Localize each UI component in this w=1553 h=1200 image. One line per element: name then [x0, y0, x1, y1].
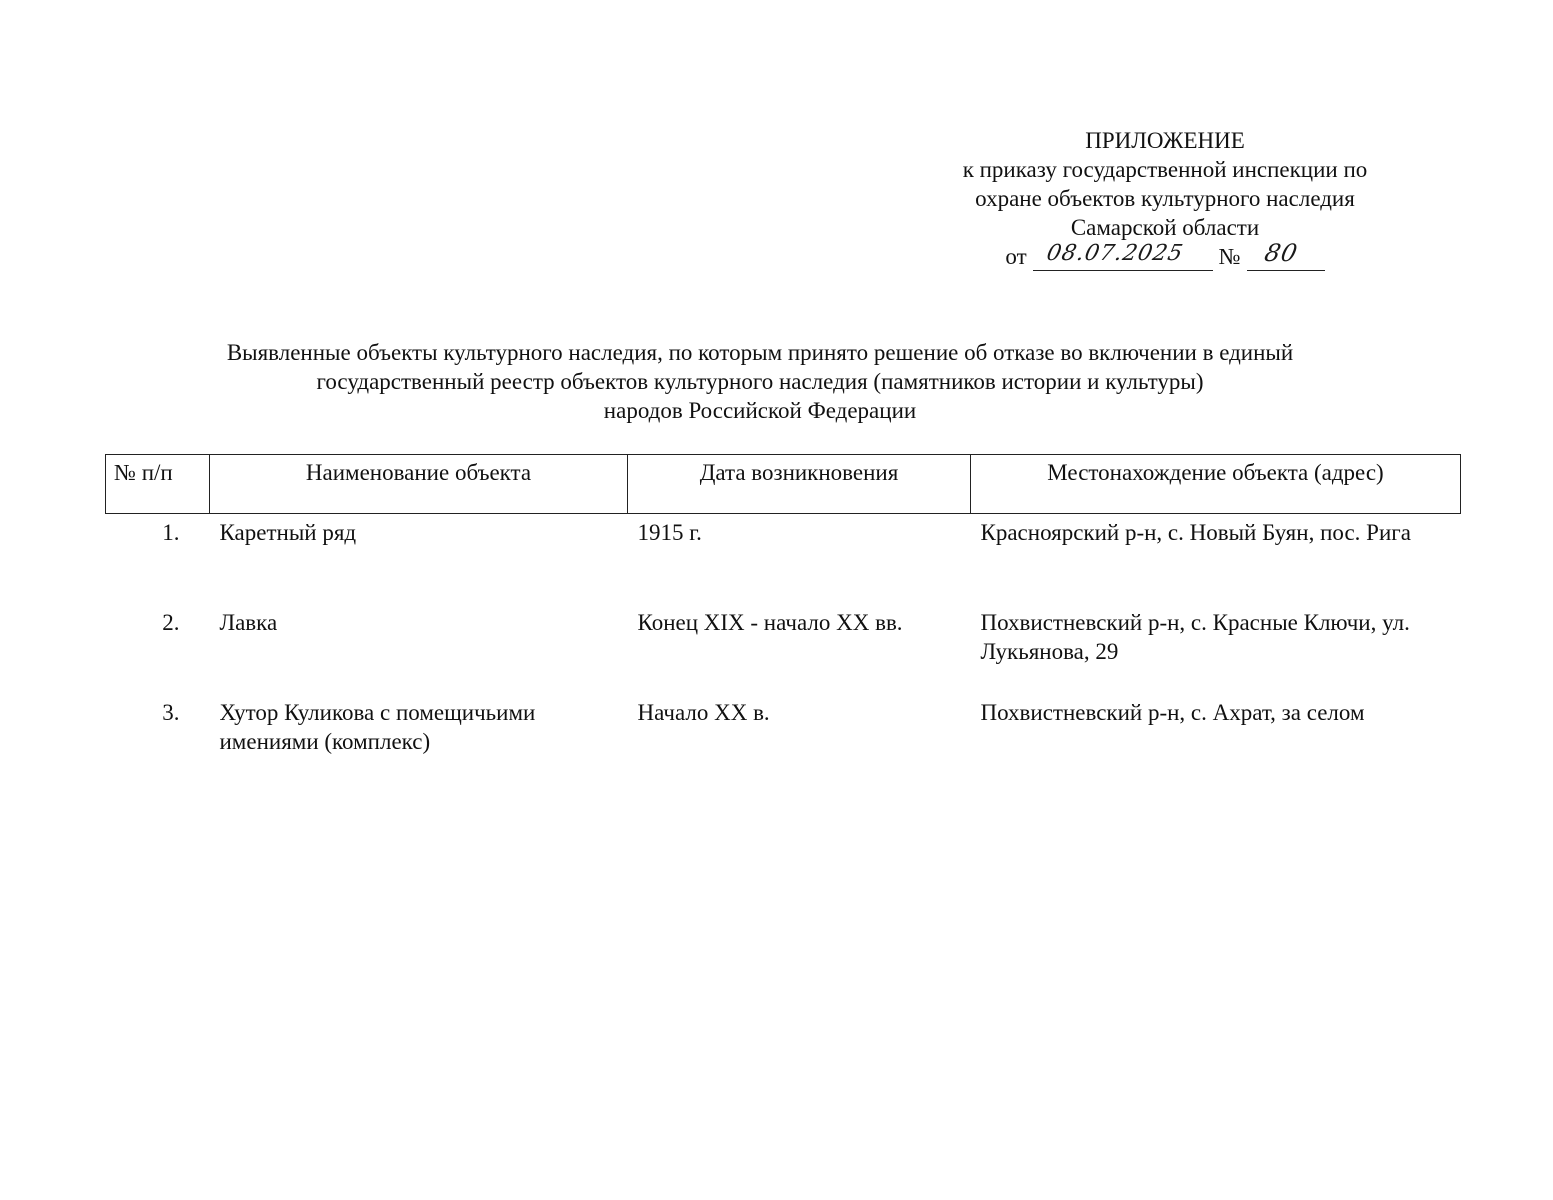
header-date: Дата возникновения: [628, 455, 971, 514]
title-line-2: государственный реестр объектов культурного наследия (памятников истории и культуры): [316, 369, 1204, 394]
appendix-heading: ПРИЛОЖЕНИЕ: [1085, 128, 1245, 153]
table-header-row: [106, 455, 1461, 514]
row-num: 2.: [162, 610, 180, 635]
document-title: [110, 338, 1410, 425]
order-date-line: [900, 239, 1430, 271]
appendix-header: [900, 126, 1430, 271]
row-location: Красноярский р-н, с. Новый Буян, пос. Рига: [980, 520, 1411, 545]
row-date: 1915 г.: [637, 520, 702, 545]
header-num: № п/п: [106, 455, 210, 514]
table-row: [106, 608, 1461, 698]
order-date-field: [1033, 242, 1213, 271]
row-location: Похвистневский р-н, с. Ахрат, за селом: [980, 700, 1365, 725]
table-row: [106, 698, 1461, 788]
header-location: Местонахождение объекта (адрес): [971, 455, 1461, 514]
table-row: [106, 514, 1461, 609]
order-number-handwritten: 80: [1261, 239, 1301, 267]
row-name: Лавка: [219, 610, 278, 635]
order-date-handwritten: 08.07.2025: [1043, 241, 1186, 266]
row-name: Каретный ряд: [219, 520, 357, 545]
row-num: 1.: [162, 520, 180, 545]
row-num: 3.: [162, 700, 180, 725]
header-name: Наименование объекта: [210, 455, 628, 514]
heritage-objects-table: [105, 454, 1461, 788]
title-line-1: Выявленные объекты культурного наследия, по которым принято решение об отказе во включении в единый: [226, 340, 1294, 365]
appendix-line-2: охране объектов культурного наследия: [975, 186, 1355, 211]
number-sign: №: [1218, 244, 1241, 269]
appendix-line-3: Самарской области: [1070, 215, 1260, 240]
row-date: Конец XIX - начало XX вв.: [637, 610, 903, 635]
title-line-3: народов Российской Федерации: [603, 398, 917, 423]
row-location: Похвистневский р-н, с. Красные Ключи, ул. Лукьянова, 29: [980, 610, 1410, 664]
date-prefix: от: [1005, 244, 1027, 269]
row-date: Начало XX в.: [637, 700, 770, 725]
order-number-field: [1247, 239, 1325, 271]
row-name: Хутор Куликова с помещичьими имениями (комплекс): [219, 700, 536, 754]
appendix-line-1: к приказу государственной инспекции по: [962, 157, 1368, 182]
